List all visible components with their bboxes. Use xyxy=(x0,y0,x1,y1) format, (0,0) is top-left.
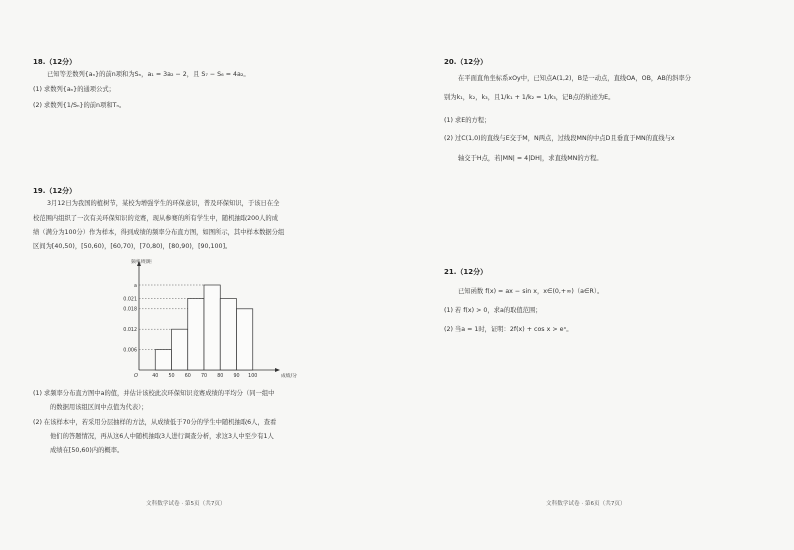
y-axis-label: 频率/组距 xyxy=(131,260,152,265)
y-tick-label: 0.018 xyxy=(123,307,137,313)
y-tick-label: 0.021 xyxy=(123,297,137,303)
q18-stem: 已知等差数列{aₙ}的前n项和为Sₙ，a₁ = 3a₂ − 2，且 S₇ − S₆ = 4a₂。 xyxy=(47,71,250,78)
q21-heading: 21.（12分） xyxy=(444,268,488,276)
origin-label: O xyxy=(134,373,138,379)
q19-para-line1: 3月12日为我国的植树节，某校为增强学生的环保意识，普及环保知识，于该日在全 xyxy=(47,200,280,207)
right-page xyxy=(397,0,794,550)
histogram-bars xyxy=(155,285,253,370)
x-tick-label: 50 xyxy=(168,374,175,379)
x-tick-label: 60 xyxy=(184,374,191,379)
y-tick-label: a xyxy=(134,283,137,289)
q18-part1: (1) 求数列{aₙ}的通项公式； xyxy=(33,86,115,93)
histogram-bar xyxy=(204,285,220,370)
q19-part2-line3: 成绩在[50,60)内的概率。 xyxy=(50,447,124,454)
q21-stem: 已知函数 f(x) = ax − sin x，x∈(0,+∞)（a∈R）。 xyxy=(458,288,604,295)
right-page-footer: 文科数学试卷 · 第6页（共7页） xyxy=(546,501,626,507)
q19-part2-line1: (2) 在该样本中，若采用分层抽样的方法，从成绩低于70分的学生中随机抽取6人，查看 xyxy=(33,419,277,426)
histogram-bar xyxy=(155,350,171,370)
q19-part1-line1: (1) 求频率分布直方图中a的值，并估计该校此次环保知识竞赛成绩的平均分（同一组中 xyxy=(33,390,275,397)
q18-heading: 18.（12分） xyxy=(33,58,77,66)
q20-part2-line2: 轴交于H点，若|MN| = 4|DH|，求直线MN的方程。 xyxy=(458,155,603,162)
q20-heading: 20.（12分） xyxy=(444,58,488,66)
left-page-footer: 文科数学试卷 · 第5页（共7页） xyxy=(146,501,226,507)
x-tick-label: 70 xyxy=(200,374,208,379)
q18-part2: (2) 求数列{1/Sₙ}的前n项和Tₙ。 xyxy=(33,102,126,109)
q19-para-line2: 校范围内组织了一次有关环保知识的竞赛，现从参赛的所有学生中，随机抽取200人的成 xyxy=(33,215,279,222)
x-tick-label: 100 xyxy=(248,374,258,379)
x-axis-label: 成绩/分 xyxy=(281,374,298,379)
histogram-bar xyxy=(172,329,188,370)
q19-para-line3: 绩（满分为100分）作为样本，得到成绩的频率分布直方图，如图所示，其中样本数据分组 xyxy=(33,229,285,236)
q20-part1: (1) 求E的方程； xyxy=(444,117,491,124)
q21-part2: (2) 当a = 1时，证明：2f(x) + cos x > eˣ。 xyxy=(444,326,573,333)
q21-part1: (1) 若 f(x) > 0，求a的取值范围； xyxy=(444,307,542,314)
q20-stem-line1: 在平面直角坐标系xOy中，已知点A(1,2)，B是一动点，直线OA，OB，AB的斜率分 xyxy=(458,75,692,82)
q19-para-line4: 区间为[40,50)，[50,60)，[60,70)，[70,80)，[80,90)，[90,100]。 xyxy=(33,243,232,250)
histogram-bar xyxy=(220,299,236,370)
histogram-bar xyxy=(188,299,204,370)
x-axis-arrow xyxy=(275,368,280,372)
x-tick-label: 90 xyxy=(233,374,240,379)
x-tick-label: 80 xyxy=(217,374,224,379)
q19-part1-line2: 的数据用该组区间中点值为代表）； xyxy=(50,404,148,411)
y-tick-label: 0.012 xyxy=(123,328,137,333)
q19-part2-line2: 他们的答题情况，再从这6人中随机抽取3人进行调查分析，求这3人中至少有1人 xyxy=(50,433,274,440)
q20-stem-line2: 别为k₁，k₂，k₃，且1/k₁ + 1/k₂ = 1/k₃，记B点的轨迹为E。 xyxy=(444,94,615,101)
x-tick-label: 40 xyxy=(152,374,159,379)
y-tick-label: 0.006 xyxy=(123,348,137,354)
frequency-histogram xyxy=(125,258,300,386)
q19-heading: 19.（12分） xyxy=(33,187,77,195)
histogram-bar xyxy=(237,309,253,370)
q20-part2-line1: (2) 过C(1,0)的直线与E交于M，N两点，过线段MN的中点D且垂直于MN的直线与x xyxy=(444,135,675,142)
